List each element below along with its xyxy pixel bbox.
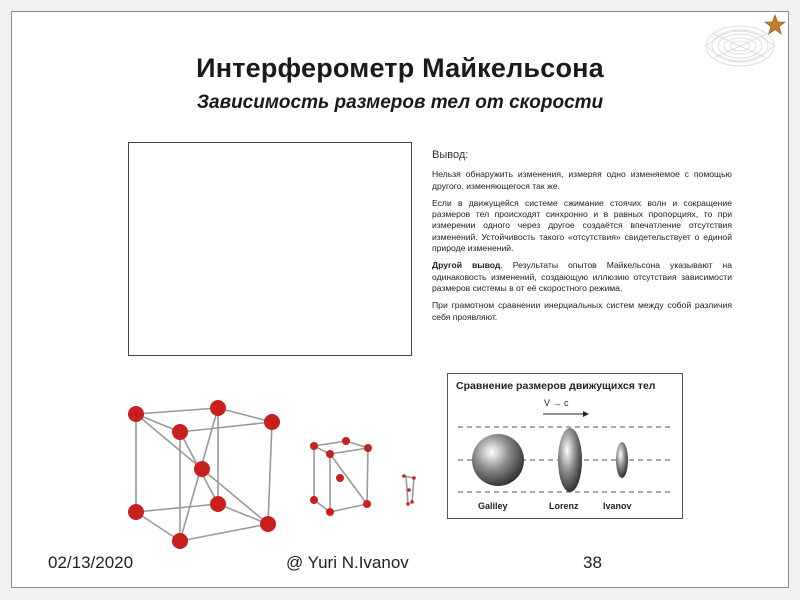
page-title: Интерферометр Майкельсона [196,53,604,83]
label-galiley: Galiley [478,501,508,511]
comparison-title: Сравнение размеров движущихся тел [456,380,656,392]
empty-image-frame [128,142,412,356]
conclusion-paragraph-4: При грамотном сравнении инерциальных систем между собой различия себя проявляют. [432,300,732,322]
conclusion-paragraph-3 [432,260,732,294]
comparison-figure [448,374,684,520]
conclusion-paragraph-1: Нельзя обнаружить изменения, измеряя одно изменяемое с помощью другого, изменяющегося так же. [432,169,732,191]
other-conclusion-label: Другой вывод [432,260,501,271]
other-conclusion-text: . Результаты опытов Майкельсона указывают на одинаковость изменений, создающую иллюзию отсутствия зависимости размеров системы в от её скоростного режима. [432,260,733,293]
footer-author: @ Yuri N.Ivanov [286,553,409,572]
page-subtitle: Зависимость размеров тел от скорости [196,92,604,113]
conclusion-text [432,150,732,329]
star-icon [764,14,786,36]
conclusion-paragraph-2: Если в движущейся системе сжимание стоячих волн и сокращение размеров тел происходят синхронно и в равных пропорциях, то при измерении одного через другое создаётся впечатление отсутствия изменений. Устойчивость такого «отсутствия» свидетельствует о единой природе изменений. [432,197,732,254]
size-comparison-diagram [447,373,683,519]
label-lorenz: Lorenz [549,501,579,511]
conclusion-heading: Вывод: [432,149,469,161]
label-ivanov: Ivanov [603,501,632,511]
page-number: 38 [583,553,602,572]
footer-date: 02/13/2020 [48,553,134,572]
velocity-label: V → c [544,398,569,408]
crystal-lattice-illustration [118,396,428,554]
